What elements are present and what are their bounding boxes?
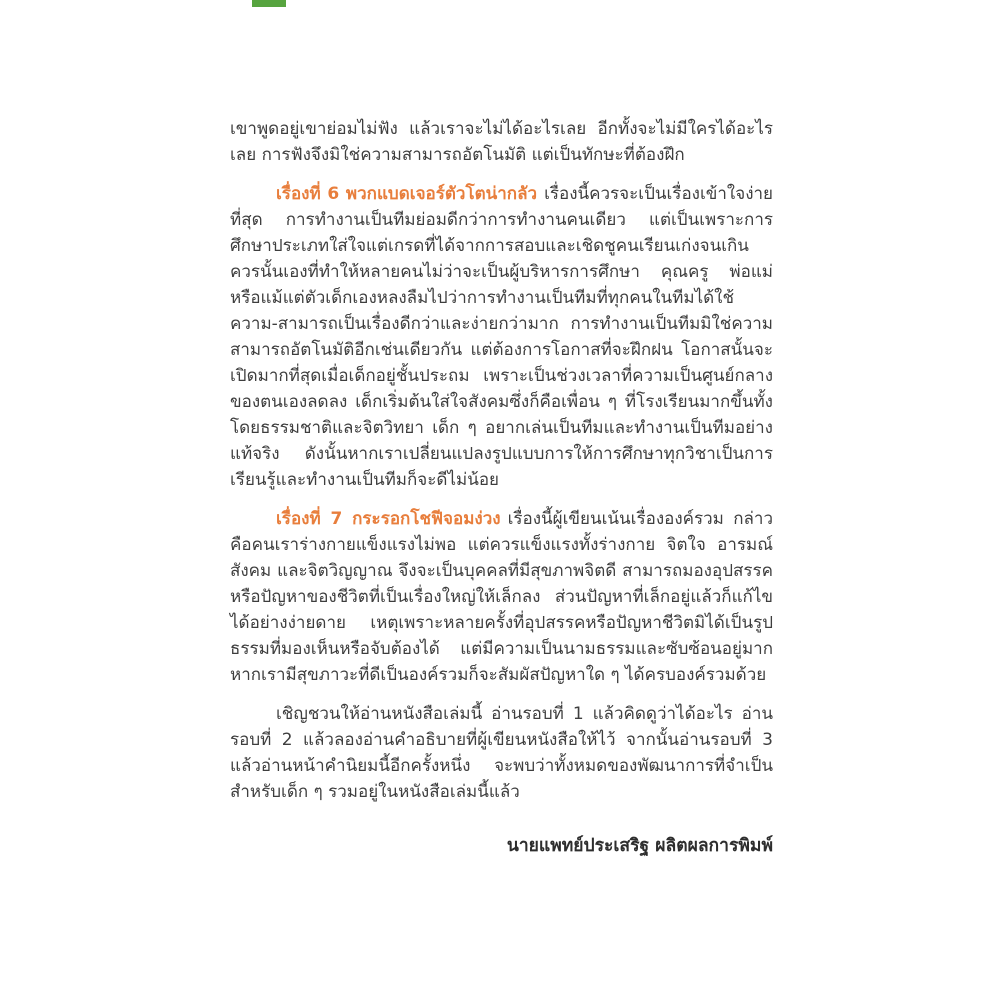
paragraph-text: เชิญชวนให้อ่านหนังสือเล่มนี้ อ่านรอบที่ 1 แล้วคิดดูว่าได้อะไร อ่านรอบที่ 2 แล้วลองอ่านคำอธิบายที่ผู้เขียนหนังสือให้ไว้ จากนั้นอ่านรอบที่ 3 แล้วอ่านหน้าคำนิยมนี้อีกครั้งหนึ่ง จะพบว่าทั้งหมดของพัฒนาการที่จำเป็นสำหรับเด็ก ๆ รวมอยู่ในหนังสือเล่มนี้แล้ว xyxy=(230,704,773,802)
story-6-heading: เรื่องที่ 6 พวกแบดเจอร์ตัวโตน่ากลัว xyxy=(276,184,538,204)
paragraph-text: เขาพูดอยู่เขาย่อมไม่ฟัง แล้วเราจะไม่ได้อะไรเลย อีกทั้งจะไม่มีใครได้อะไรเลย การฟังจึงมิใช่ความสามารถอัตโนมัติ แต่เป็นทักษะที่ต้องฝึก xyxy=(230,119,773,165)
story-7-heading: เรื่องที่ 7 กระรอกโชฟีจอมง่วง xyxy=(276,509,501,529)
paragraph-listening-continuation xyxy=(230,116,773,168)
paragraph-story-6 xyxy=(230,181,773,493)
paragraph-text: เรื่องนี้ควรจะเป็นเรื่องเข้าใจง่ายที่สุด การทำงานเป็นทีมย่อมดีกว่าการทำงานคนเดียว แต่เป็นเพราะการศึกษาประเภทใส่ใจแต่เกรดที่ได้จากการสอบและเชิดชูคนเรียนเก่งจนเกินควรนั้นเองที่ทำให้หลายคนไม่ว่าจะเป็นผู้บริหารการศึกษา คุณครู พ่อแม่ หรือแม้แต่ตัวเด็กเองหลงลืมไปว่าการทำงานเป็นทีมที่ทุกคนในทีมได้ใช้ความ-สามารถเป็นเรื่องดีกว่าและง่ายกว่ามาก การทำงานเป็นทีมมิใช่ความสามารถอัตโนมัติอีกเช่นเดียวกัน แต่ต้องการโอกาสที่จะฝึกฝน โอกาสนั้นจะเปิดมากที่สุดเมื่อเด็กอยู่ชั้นประถม เพราะเป็นช่วงเวลาที่ความเป็นศูนย์กลางของตนเองลดลง เด็กเริ่มต้นใส่ใจสังคมซึ่งก็คือเพื่อน ๆ ที่โรงเรียนมากขึ้นทั้งโดยธรรมชาติและจิตวิทยา เด็ก ๆ อยากเล่นเป็นทีมและทำงานเป็นทีมอย่างแท้จริง ดังนั้นหากเราเปลี่ยนแปลงรูปแบบการให้การศึกษาทุกวิชาเป็นการเรียนรู้และทำงานเป็นทีมก็จะดีไม่น้อย xyxy=(230,184,773,490)
author-signature: นายแพทย์ประเสริฐ ผลิตผลการพิมพ์ xyxy=(506,836,773,856)
page-top-green-mark xyxy=(252,0,286,7)
paragraph-text: เรื่องนี้ผู้เขียนเน้นเรื่ององค์รวม กล่าวคือคนเราร่างกายแข็งแรงไม่พอ แต่ควรแข็งแรงทั้งร่างกาย จิตใจ อารมณ์ สังคม และจิตวิญญาณ จึงจะเป็นบุคคลที่มีสุขภาพจิตดี สามารถมองอุปสรรคหรือปัญหาของชีวิตที่เป็นเรื่องใหญ่ให้เล็กลง ส่วนปัญหาที่เล็กอยู่แล้วก็แก้ไขได้อย่างง่ายดาย เหตุเพราะหลายครั้งที่อุปสรรคหรือปัญหาชีวิตมิได้เป็นรูปธรรมที่มองเห็นหรือจับต้องได้ แต่มีความเป็นนามธรรมและซับซ้อนอยู่มาก หากเรามีสุขภาวะที่ดีเป็นองค์รวมก็จะสัมผัสปัญหาใด ๆ ได้ครบองค์รวมด้วย xyxy=(230,509,773,685)
text-column xyxy=(230,116,773,859)
paragraph-reading-invitation xyxy=(230,701,773,805)
paragraph-story-7 xyxy=(230,506,773,688)
